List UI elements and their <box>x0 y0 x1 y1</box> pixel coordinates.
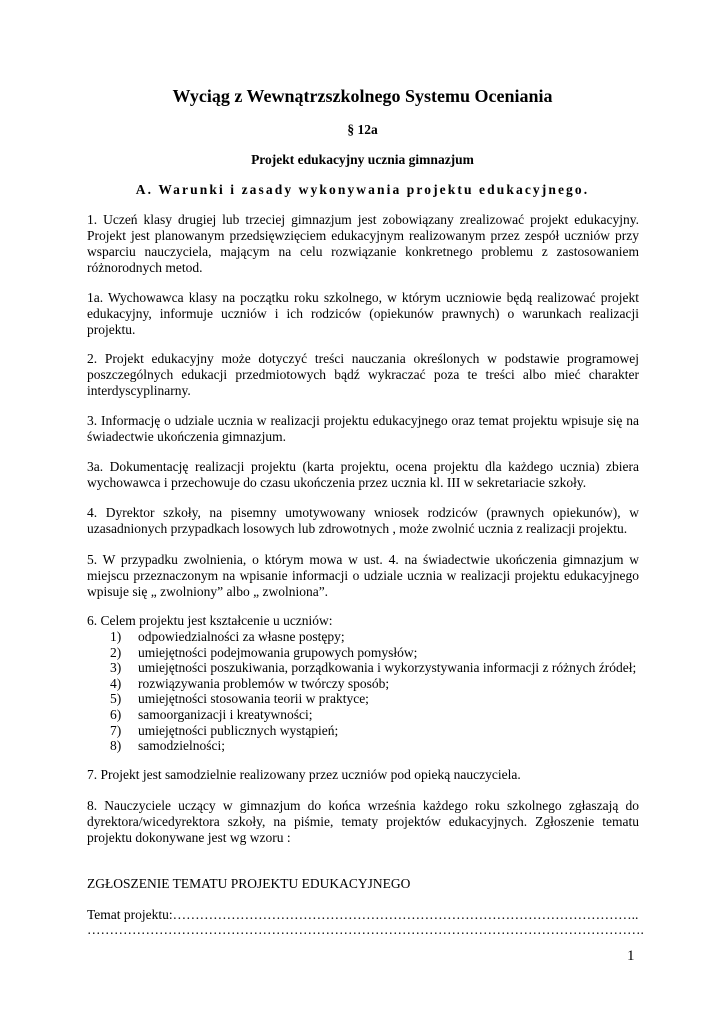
form-topic-continuation-line: ……………………………………………………………………………………………………………. <box>87 922 644 937</box>
paragraph-3a: 3a. Dokumentację realizacji projektu (karta projektu, ocena projektu dla każdego ucznia) zbiera wychowawca i przechowuje do czasu ukończenia przez ucznia kl. III w sekretariacie szkoły. <box>87 459 639 490</box>
paragraph-1: 1. Uczeń klasy drugiej lub trzeciej gimnazjum jest zobowiązany zrealizować projekt edukacyjny. Projekt jest planowanym przedsięwzięciem edukacyjnym realizowanym przez zespół uczniów przy wsparciu nauczyciela, mającym na celu rozwiązanie konkretnego problemu z zastosowaniem różnorodnych metod. <box>87 212 639 275</box>
list-item-text: rozwiązywania problemów w twórczy sposób; <box>138 675 390 691</box>
list-item-number: 7) <box>110 722 122 738</box>
list-item-number: 2) <box>110 644 122 660</box>
paragraph-3: 3. Informację o udziale ucznia w realizacji projektu edukacyjnego oraz temat projektu wpisuje się na świadectwie ukończenia gimnazjum. <box>87 413 639 444</box>
list-item-number: 6) <box>110 706 122 722</box>
paragraph-4: 4. Dyrektor szkoły, na pisemny umotywowany wniosek rodziców (prawnych opiekunów), w uzasadnionych przypadkach losowych lub zdrowotnych , może zwolnić ucznia z realizacji projektu. <box>87 505 639 536</box>
paragraph-8: 8. Nauczyciele uczący w gimnazjum do końca września każdego roku szkolnego zgłaszają do dyrektora/wicedyrektora szkoły, na piśmie, tematy projektów edukacyjnych. Zgłoszenie tematu projektu dokonywane jest wg wzoru : <box>87 798 639 845</box>
list-item <box>110 629 650 645</box>
paragraph-5: 5. W przypadku zwolnienia, o którym mowa w ust. 4. na świadectwie ukończenia gimnazjum w miejscu przeznaczonym na wpisanie informacji o udziale ucznia w realizacji projektu edukacyjnego wpisuje się „ zwolniony” albo „ zwolniona”. <box>87 552 639 599</box>
list-item <box>110 691 650 707</box>
form-topic-line: Temat projektu:………………………………………………………………………………………….. <box>87 907 639 922</box>
section-heading: A. Warunki i zasady wykonywania projektu edukacyjnego. <box>135 182 590 197</box>
list-item-text: odpowiedzialności za własne postępy; <box>138 629 345 644</box>
list-item <box>110 707 650 723</box>
paragraph-7: 7. Projekt jest samodzielnie realizowany przez uczniów pod opieką nauczyciela. <box>87 767 521 782</box>
list-item <box>110 723 650 739</box>
list-item-text: umiejętności poszukiwania, porządkowania i wykorzystywania informacji z różnych źródeł; <box>138 660 637 676</box>
list-item-text: umiejętności publicznych wystąpień; <box>138 722 339 738</box>
form-title: ZGŁOSZENIE TEMATU PROJEKTU EDUKACYJNEGO <box>87 876 411 891</box>
list-item-text: umiejętności podejmowania grupowych pomysłów; <box>138 644 418 660</box>
list-item <box>110 645 650 661</box>
list-item-number: 5) <box>110 691 122 707</box>
section-number: § 12a <box>347 122 378 137</box>
document-title: Wyciąg z Wewnątrzszkolnego Systemu Oceniania <box>172 86 553 106</box>
document-subtitle: Projekt edukacyjny ucznia gimnazjum <box>251 152 474 167</box>
list-item-number: 1) <box>110 629 122 644</box>
list-item-text: samoorganizacji i kreatywności; <box>138 706 313 722</box>
paragraph-1a: 1a. Wychowawca klasy na początku roku szkolnego, w którym uczniowie będą realizować projekt edukacyjny, informuje uczniów i ich rodziców (opiekunów prawnych) o warunkach realizacji projektu. <box>87 290 639 337</box>
goals-list <box>110 629 650 754</box>
list-item-text: umiejętności stosowania teorii w praktyce; <box>138 691 369 707</box>
list-item-text: samodzielności; <box>138 738 225 754</box>
page-number: 1 <box>627 948 635 964</box>
list-item-number: 8) <box>110 738 122 754</box>
list-item-number: 4) <box>110 675 122 691</box>
paragraph-2: 2. Projekt edukacyjny może dotyczyć treści nauczania określonych w podstawie programowej poszczególnych edukacji przedmiotowych bądź wykraczać poza te treści albo mieć charakter interdyscyplinarny. <box>87 351 639 398</box>
list-item <box>110 676 650 692</box>
paragraph-6-intro: 6. Celem projektu jest kształcenie u uczniów: <box>87 613 333 628</box>
list-item <box>110 738 650 754</box>
list-item <box>110 660 650 676</box>
list-item-number: 3) <box>110 660 122 676</box>
